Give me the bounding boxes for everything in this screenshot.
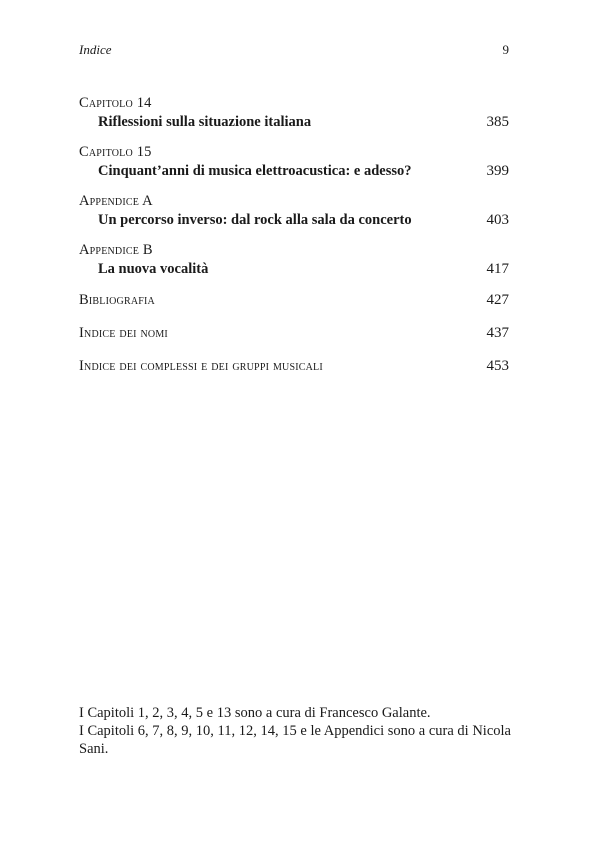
editorial-notes bbox=[79, 704, 511, 758]
toc-entry-indice-complessi bbox=[79, 356, 509, 376]
toc-entry-title: Riflessioni sulla situazione italiana bbox=[98, 114, 312, 130]
running-head-title: Indice bbox=[79, 42, 112, 57]
toc-entry-row bbox=[79, 290, 509, 310]
note-line: I Capitoli 6, 7, 8, 9, 10, 11, 12, 14, 15 e le Appendici sono a cura di Nicola Sani. bbox=[79, 723, 511, 757]
toc-entry-page: 427 bbox=[486, 292, 509, 308]
toc-entry-row bbox=[79, 210, 509, 230]
toc-entry-title: Cinquant’anni di musica elettroacustica: e adesso? bbox=[98, 163, 412, 179]
toc-entry-title: Indice dei complessi e dei gruppi musicali bbox=[79, 358, 323, 374]
toc-entry-row bbox=[79, 112, 509, 132]
toc-entry-title: Indice dei nomi bbox=[79, 325, 168, 341]
toc-entry-indice-nomi bbox=[79, 323, 509, 343]
toc-entry-page: 453 bbox=[486, 358, 509, 374]
toc-entry-title: La nuova vocalità bbox=[98, 261, 209, 277]
running-head bbox=[79, 42, 509, 58]
note-line: I Capitoli 1, 2, 3, 4, 5 e 13 sono a cura di Francesco Galante. bbox=[79, 705, 431, 721]
toc-entry-row bbox=[79, 161, 509, 181]
toc-entry-page: 403 bbox=[486, 212, 509, 228]
toc-entry-title: Un percorso inverso: dal rock alla sala da concerto bbox=[98, 212, 412, 228]
table-of-contents bbox=[79, 94, 509, 389]
toc-entry-appendix-a bbox=[79, 192, 509, 230]
toc-entry-label: Appendice A bbox=[79, 193, 153, 209]
page-number: 9 bbox=[502, 42, 509, 57]
toc-entry-appendix-b bbox=[79, 241, 509, 279]
toc-entry-label: Capitolo 14 bbox=[79, 95, 152, 111]
toc-entry-page: 417 bbox=[486, 261, 509, 277]
toc-entry-page: 385 bbox=[486, 114, 509, 130]
toc-entry-label: Appendice B bbox=[79, 242, 153, 258]
toc-entry-title: Bibliografia bbox=[79, 292, 155, 308]
toc-entry-row bbox=[79, 323, 509, 343]
toc-entry-label: Capitolo 15 bbox=[79, 144, 152, 160]
toc-entry-page: 437 bbox=[486, 325, 509, 341]
toc-entry-chapter-14 bbox=[79, 94, 509, 132]
toc-entry-bibliografia bbox=[79, 290, 509, 310]
toc-entry-row bbox=[79, 356, 509, 376]
toc-entry-page: 399 bbox=[486, 163, 509, 179]
toc-entry-row bbox=[79, 259, 509, 279]
toc-entry-chapter-15 bbox=[79, 143, 509, 181]
